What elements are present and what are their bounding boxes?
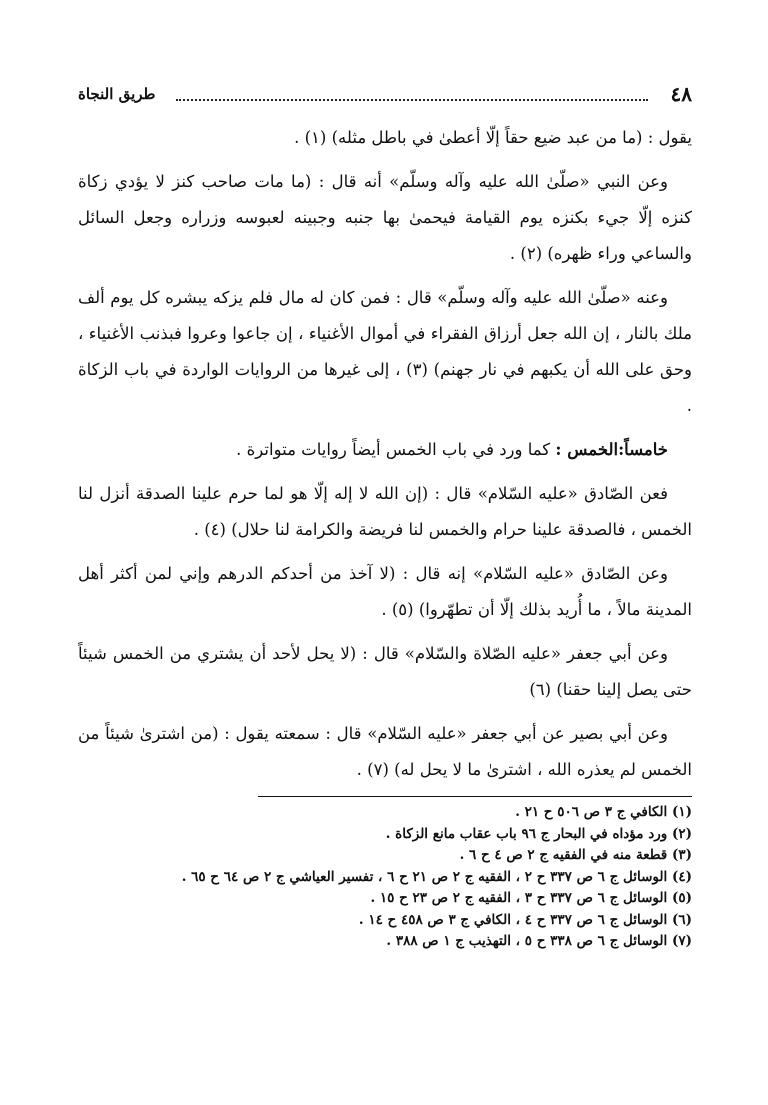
paragraph: وعن أبي جعفر «عليه الصّلاة والسّلام» قال : (لا يحل لأحد أن يشتري من الخمس شيئاً حتى يصل إلينا حقنا) (٦) [78,644,692,699]
footnote: (٦) الوسائل ج ٦ ص ٣٣٧ ح ٤ ، الكافي ج ٣ ص ٤٥٨ ح ١٤ . [358,911,692,928]
footnote-divider [258,796,692,797]
page-number: ٤٨ [670,82,692,106]
footnote: (٣) قطعة منه في الفقيه ج ٢ ص ٤ ح ٦ . [459,847,692,863]
footnote: (٧) الوسائل ج ٦ ص ٣٣٨ ح ٥ ، التهذيب ج ١ ص ٣٨٨ . [386,933,692,949]
running-title: طريق النجاة [78,85,156,103]
footnote: (١) الكافي ج ٣ ص ٥٠٦ ح ٢١ . [515,804,692,820]
page-header [78,82,692,112]
body-text [78,120,692,788]
paragraph: فعن الصّادق «عليه السّلام» قال : (إن الله لا إله إلّا هو لما حرم علينا الصدقة أنزل لنا الخمس ، فالصدقة علينا حرام والخمس لنا فريضة والكرامة لنا حلال) (٤) . [78,484,692,539]
header-leader-dots [176,99,648,101]
paragraph: وعن الصّادق «عليه السّلام» إنه قال : (لا آخذ من أحدكم الدرهم وإني لمن أكثر أهل المدينة مالاً ، ما أُريد بذلك إلّا أن تطهّروا) (٥) . [78,564,692,619]
footnote: (٤) الوسائل ج ٦ ص ٣٣٧ ح ٢ ، الفقيه ج ٢ ص ٢١ ح ٦ ، تفسير العياشي ج ٢ ص ٦٤ ح ٦٥ . [181,868,692,885]
section-five-heading: خامساً:الخمس : [555,440,668,459]
footnote: (٥) الوسائل ج ٦ ص ٣٣٧ ح ٣ ، الفقيه ج ٢ ص ٢٣ ح ١٥ . [370,890,692,906]
paragraph: يقول : (ما من عبد ضيع حقاً إلّا أعطىٰ في باطل مثله) (١) . [294,128,692,147]
section-five-paragraph [78,432,692,468]
paragraph: وعن أبي بصير عن أبي جعفر «عليه السّلام» قال : سمعته يقول : (من اشترىٰ شيئاً من الخمس لم يعذره الله ، اشترىٰ ما لا يحل له) (٧) . [78,724,692,779]
footnote: (٢) ورد مؤداه في البحار ج ٩٦ باب عقاب مانع الزكاة . [385,825,692,842]
footnotes [78,802,692,953]
paragraph: وعنه «صلّىٰ الله عليه وآله وسلّم» قال : فمن كان له مال فلم يزكه يبشره كل يوم ألف ملك بالنار ، إن الله جعل أرزاق الفقراء في أموال الأغنياء ، إن جاعوا وعروا فبذنب الأغنياء ، وحق على الله أن يكبهم في نار جهنم) (٣) ، إلى غيرها من الروايات الواردة في باب الزكاة . [78,288,692,415]
section-five-text: كما ورد في باب الخمس أيضاً روايات متواترة . [236,440,551,459]
paragraph: وعن النبي «صلّىٰ الله عليه وآله وسلّم» أنه قال : (ما مات صاحب كنز لا يؤدي زكاة كنزه إلّا جيء بكنزه يوم القيامة فيحمىٰ بها جنبه وجبينه لعبوسه وزراره وجعل السائل والساعي وراء ظهره) (٢) . [78,172,692,263]
page [78,82,692,796]
